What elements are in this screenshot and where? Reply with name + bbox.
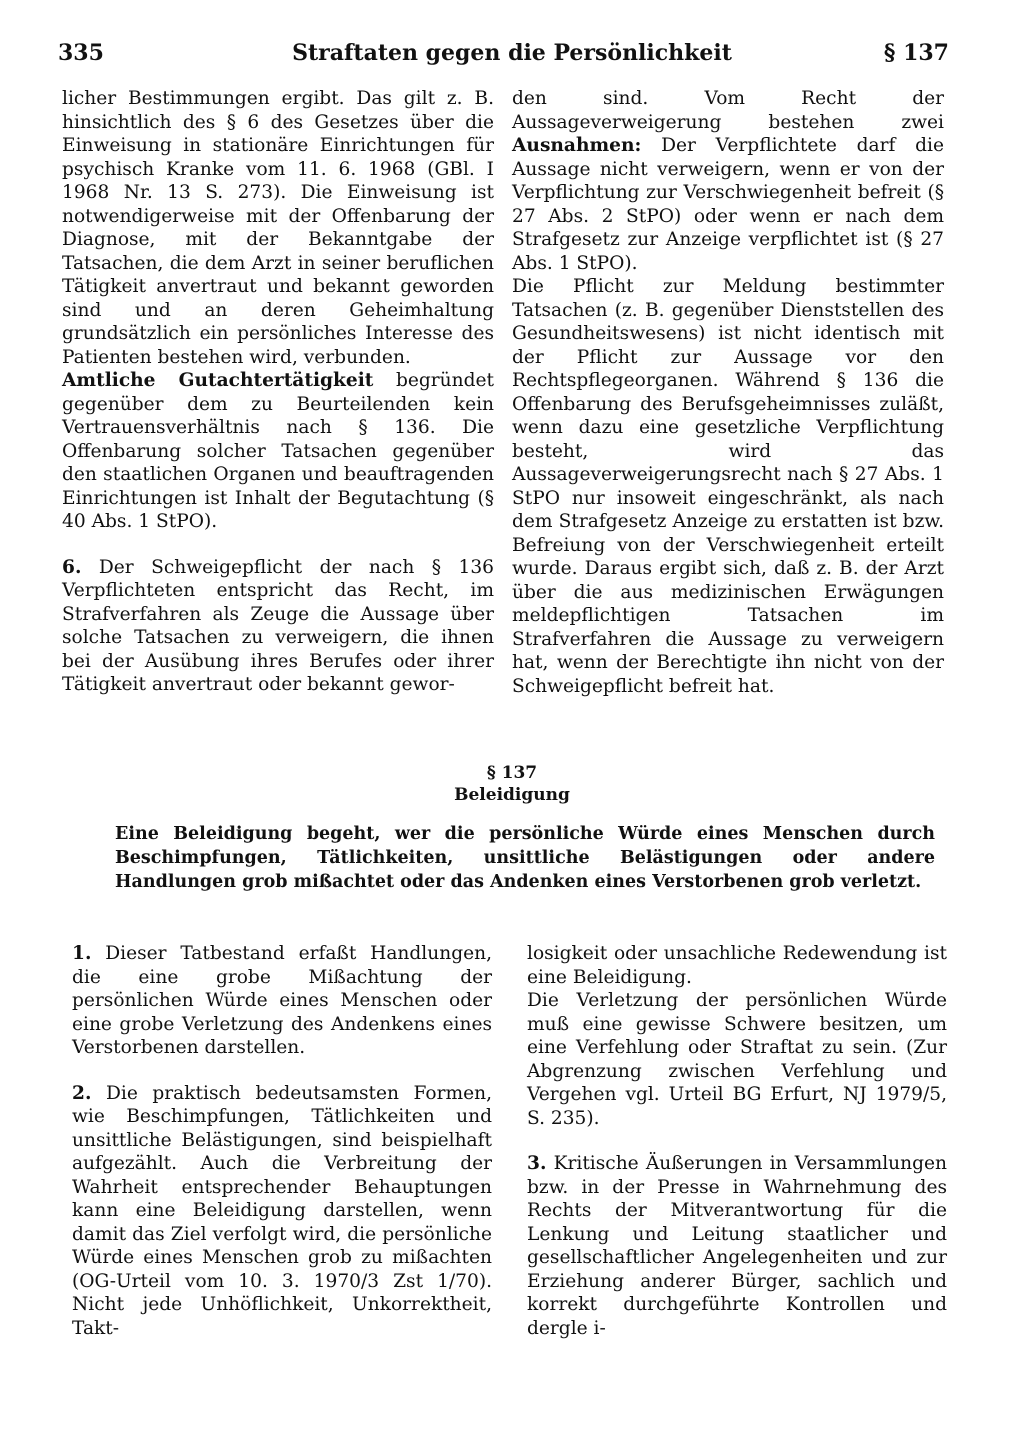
paragraph-text: den sind. Vom Recht der Aussageverweigerung bestehen zwei xyxy=(512,88,944,133)
bottom-left-column xyxy=(72,942,492,1340)
paragraph: Die Verletzung der persönlichen Würde muß eine gewisse Schwere besitzen, um eine Verfehlung oder Straftat zu sein. (Zur Abgrenzung zwischen Verfehlung und Vergehen vgl. Urteil BG Erfurt, NJ 1979/5, S. 235). xyxy=(527,990,947,1129)
header-section-ref: § 137 xyxy=(883,40,949,66)
running-title: Straftaten gegen die Persönlichkeit xyxy=(292,40,732,66)
paragraph-text: begründet gegenüber dem zu Beurteilenden kein Vertrauensverhältnis nach § 136. Die Offenbarung solcher Tatsachen gegenüber den staatlichen Organen und beauftragenden Einrichtungen ist Inhalt der Begutachtung (§ 40 Abs. 1 StPO). xyxy=(62,370,494,532)
paragraph-number: 3. xyxy=(527,1153,547,1174)
paragraph-number: 6. xyxy=(62,556,82,578)
statute-text: Eine Beleidigung begeht, wer die persönliche Würde eines Menschen durch Beschimpfungen, Tätlichkeiten, unsittliche Belästigungen oder andere Handlungen grob mißachtet oder das Andenken eines Verstorbenen grob verletzt. xyxy=(115,824,935,892)
paragraph: licher Bestimmungen ergibt. Das gilt z. B. hinsichtlich des § 6 des Gesetzes über die Einweisung in stationäre Einrichtungen für psychisch Kranke vom 11. 6. 1968 (GBl. I 1968 Nr. 13 S. 273). Die Einweisung ist notwendigerweise mit der Offenbarung der Diagnose, mit der Bekanntgabe der Tatsachen, die dem Arzt in seiner beruflichen Tätigkeit anvertraut und bekannt geworden sind und an deren Geheimhaltung grundsätzlich ein persönliches Interesse des Patienten bestehen wird, verbunden. xyxy=(62,88,494,368)
section-number: § 137 xyxy=(486,763,538,783)
paragraph-label: Amtliche Gutachtertätigkeit xyxy=(62,370,374,391)
running-header xyxy=(0,40,1024,76)
numbered-paragraph xyxy=(527,1152,947,1340)
numbered-paragraph xyxy=(72,1082,492,1341)
paragraph-text: Dieser Tatbestand erfaßt Handlungen, die eine grobe Mißachtung der persönlichen Würde eines Menschen oder eine grobe Verletzung des Andenkens eines Verstorbenen darstellen. xyxy=(72,943,492,1058)
numbered-paragraph xyxy=(72,942,492,1060)
section-title: Beleidigung xyxy=(454,785,570,805)
bottom-right-column xyxy=(527,942,947,1340)
paragraph xyxy=(512,87,944,275)
numbered-paragraph xyxy=(62,556,494,697)
paragraph-number: 2. xyxy=(72,1082,92,1104)
paragraph-text: Der Verpflichtete darf die Aussage nicht verweigern, wenn er von der Verpflichtung zur Verschwiegenheit befreit (§ 27 Abs. 2 StPO) oder wenn er nach dem Strafgesetz zur Anzeige verpflichtet ist (§ 27 Abs. 1 StPO). xyxy=(512,135,944,274)
page-number: 335 xyxy=(58,40,104,66)
paragraph-label: Ausnahmen: xyxy=(512,135,642,156)
paragraph-text: Die praktisch bedeutsamsten Formen, wie Beschimpfungen, Tätlichkeiten und unsittliche Belästigungen, sind beispielhaft aufgezählt. Auch die Verbreitung der Wahrheit entsprechender Behauptungen kann eine Beleidigung darstellen, wenn damit das Ziel verfolgt wird, die persönliche Würde eines Menschen grob zu mißachten (OG-Urteil vom 10. 3. 1970/3 Zst 1/70). Nicht jede Unhöflichkeit, Unkorrektheit, Takt- xyxy=(72,1082,492,1339)
paragraph-text: Der Schweigepflicht der nach § 136 Verpflichteten entspricht das Recht, im Strafverfahren als Zeuge die Aussage über solche Tatsachen zu verweigern, die ihnen bei der Ausübung ihres Berufes oder ihrer Tätigkeit anvertraut oder bekannt gewor- xyxy=(62,556,494,695)
paragraph: losigkeit oder unsachliche Redewendung ist eine Beleidigung. xyxy=(527,943,947,988)
paragraph: Die Pflicht zur Meldung bestimmter Tatsachen (z. B. gegenüber Dienststellen des Gesundheitswesens) ist nicht identisch mit der Pflicht zur Aussage vor den Rechtspflegeorganen. Während § 136 die Offenbarung des Berufsgeheimnisses zuläßt, wenn dazu eine gesetzliche Verpflichtung besteht, wird das Aussageverweigerungsrecht nach § 27 Abs. 1 StPO nur insoweit eingeschränkt, als nach dem Strafgesetz Anzeige zu erstatten ist bzw. Befreiung von der Verschwiegenheit erteilt wurde. Daraus ergibt sich, daß z. B. der Arzt über die aus medizinischen Erwägungen meldepflichtigen Tatsachen im Strafverfahren die Aussage zu verweigern hat, wenn der Berechtigte ihn nicht von der Schweigepflicht befreit hat. xyxy=(512,276,944,697)
top-right-column xyxy=(512,87,944,698)
paragraph-text: Kritische Äußerungen in Versammlungen bzw. in der Presse in Wahrnehmung des Rechts der Mitverantwortung für die Lenkung und Leitung staatlicher und gesellschaftlicher Angelegenheiten und zur Erziehung anderer Bürger, sachlich und korrekt durchgeführte Kontrollen und dergle i- xyxy=(527,1153,947,1339)
top-left-column xyxy=(62,87,494,697)
paragraph xyxy=(62,369,494,534)
paragraph-number: 1. xyxy=(72,943,92,964)
